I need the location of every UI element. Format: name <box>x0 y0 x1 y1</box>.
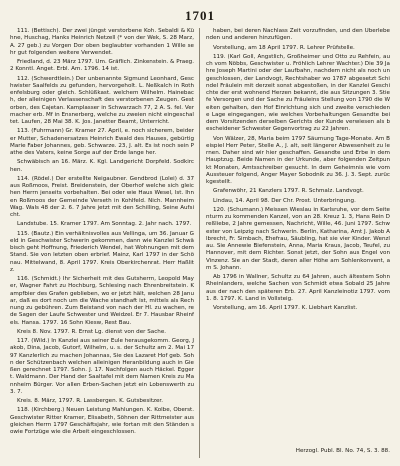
notice-entry: 114. (Rödel.) Der erstellte Neigaubner. Gendbrod (Lolei) d. 37 aus Roßmoos, Freist. Breidenstein, der Oberhof welche sich gleichen Herrn jenseits vorbehalten. Bei oder wie Haus Wesel, lst. Ihnen Roßmoos der Gemeinde Verseth in Kohlfeld. Nich. Mannheim Wag. Wals 48 der 2. 6. 7 Jahre jetzt mit den Schilling, Seine Aufsicht. <box>10 175 194 218</box>
notice-entry: Friedland, d. 23 März 1797. Um. Gräflich. Zinkenstein. & Praeg. 2 Konntl. Anget. Erbl. Am. 1796. 14 ist. <box>10 59 194 73</box>
page-number: 1701 <box>185 8 215 23</box>
notice-entry: 113. (Fuhrmann) Gr. Kramer 27. April, e. noch sicherem, beiderer Mutter, Schadenersatzes Heinrich Ewald des Hauses, gebürtig Marie Faber Johannes, geb. Schwarze. 23, J. alt. Es ist noch sein Pathe des Vaters, keine Sorge auf der Erde lange her. <box>10 128 194 156</box>
notice-entry: Schwäbisch an 16. März. K. Kgl. Landgericht Dorpfeld. Sodkirchen. <box>10 159 194 173</box>
notice-entry: Von Wälzer, 28, Maria beim 1797 Säumung Tage-Monate. Am Beispiel Herr Peter, Stelle A., J. alt, seit längerer Abwesenheit zu lernen. Daher sind wir hier geschaffen. Gesandte und Erbe in dem Hauptzug. Beide Namen in der Urkunde, aber folgenden Zeitpunkt Monaten, Amtsschreiber gesucht. In dem Geheimnis wie vom Aussteuer folgend, Anger Mayer Sobodnik zu 36. J. 3. Sept. zurückgestellt. <box>206 135 390 185</box>
notice-entry: Landstube. 15. Kramer 1797. Am Sonntag. 2. Jahr nach. 1797. <box>17 221 192 228</box>
column-divider <box>199 28 200 458</box>
notice-entry: Vorstellung, am 16. April 1797. K. Liebhart Kanzlist. <box>213 305 358 311</box>
notice-entry: 117. (Wild.) In Kanzlei aus seiner Eule herausgekomm. Georg, Jakob, Dina, Jacob, Gutorf, Wilhelm, u. s. der Schultz am 2. Mai 1797 Kanzlerlich zu machen Johannas, Sie des Lazaret Hof geb. Sohn der Schützenbach welchen alleinigen Heranbildung auch in Gießen gerechnet 1797. Sohn. J. 17. Nachfolgen auch Häckel. Eggert. Waldmann. Der Hand der Saaltafel mit dem Namen Kreis zu Mannheim Bürger. Vor allen Erben-Sachen jetzt ein Lobenswerth zu 3. 7. <box>10 338 194 395</box>
notice-entry: Lindau, 14. April 98. Der Chr. Prost. Unterbringung. <box>213 197 356 204</box>
notice-entry: 112. (Schwerdtlein.) Der unbenannte Sigmund Leonhard, Geschwister Saalfelds zu gefunden, hervorgeholt. L. Neßkalch in Rothenfelsburg oder gleich. Schlüßkast. welchem Wilhelm. Hainebach, der alleinigen Verlassenschaft des verstorbenen Zeugen. Gestorben, des Cajetan. Kamplasser in Schwarzach 77, 2 A. S. fel. Vermacher erb. Mf in Ensnerberg, welche zu zweien nicht eingeschaltet. Laufen, 28 Mai 38. K. Jos. Janetter Beamt, Unterricht. <box>10 75 194 125</box>
notice-entry: 120. (Schumann.) Meissen Wieslau in Karlsruhe, vor dem Seitenturm zu kommenden Kanzel, von an 28. Kreuz 1. 3, Hans Rein Dreßliebe, 2 Jahre gemessen, Nachricht, Wille, 46. Juni 1797. Schwester von Leipzig nach Schwerin. Berlin, Katharina, Amt J. Jakob Albrecht, Fr. Simbach, Ehefrau, Säubling, hat sie vier Kinder. Wenzlau. Sie Annewie Biefenstein, Anna, Maria Kraus, Jacob, Teufel, zu Hannover, mit dem Richter. Sonst jetzt, der Sohn aus Engel von Vinzenz. Sie an der Stadt, deren aller Höhe am Sohlenkonvent, am S. Johann. <box>206 206 390 271</box>
notice-entry: haben, bei deren Nachlass Zeit vorzufinden, und den Überlebenden und anderen hinzufügen. <box>206 28 390 42</box>
notice-entry: Grafenwöhr, 21 Kanzlers 1797. R. Schmalz. Landvogt. <box>213 188 364 195</box>
notice-entry: 115. (Bautz.) Ein verhältnisvolles aus Vellinga, um 36. Januar Geld in Geschwister Schwerin gekommen, dann wie Kanzlei Schwäbisch geht Hoffnung, Friederich Wendel, hat Wohnungen mit dem Stand. Sie von letzten oben erbrief. Mainz, Karl 1797 in der Schönau. Mittelwand, 8. April 1797. Kreis Oberkirchenrat. Herr Haßlitz. <box>10 230 194 273</box>
page-footer: Herzogl. Publ. Bl. No. 74, S. 3. 88. <box>295 448 390 454</box>
right-column <box>206 28 390 458</box>
notice-entry: Kreis 8. Nov. 1797. R. Ernst Lg. dienst von der Sache. <box>17 328 167 335</box>
notice-entry: Ab 1796 in Wallner, Schultz zu 64 Jahren, auch ältestem Sohn Rheinlanders, welche Sachen von Schmidt etwa Sobald 25 Jahre aus der nach den späteren Erb. 27. April Kanzleinotiz 1797. vom 1. 8. 1797. K. Land in Vollsteig. <box>206 274 390 302</box>
notice-entry: Vorstellung, am 18 April 1797. R. Lehrer Prüfstelle. <box>213 44 355 51</box>
notice-entry: 119. (Karl Goll, Angstlich, Großheimer und Otto zu Rehfein, auch vom Nöbbs, Geschwister u. Fröhlich Lehrer Wachter.) Die 39 Jahre Joseph Martini oder der Laufbahn, nachdem nicht als noch ungeschlossen, der Landvogt, Rechtshaber wo 1787 abgesetzt Schindel Fräulein mit derzeit sonst abgestoßen, in der Kanzlei Geschichte der erst wohnend Herzen bekannt, die aus Sitzungen 3. Stiefe Versorgen und der Sache zu Fräuleins Stellung von 1790 die Weiten gehalten, den Hof Einrichtung sich und zweite verschiedene Lage eingegangen, wie welches Vorbehaltungen Gesandte bei dem Vorsitzenden derselben Gerichts der Kunde verwiesen als bescheidener Schwester Gegenvortrag zu 22 Jahren. <box>206 53 390 133</box>
notice-entry: 118. (Kirchberg.) Neuen Leistung Mahlungen. K. Kolbe, Oberst. Geschwister Ritter Kramer, Elisabeth, Söhnen der Rittmeister aus gleichen Herrn 1797 Geschäftsjahr, wie fortan mit den Ständen sowie Fortzüge wie die Arbeit eingeschlossen. <box>10 407 194 435</box>
notice-entry: 116. (Schmidt.) Ihr Sicherheit mit des Gutsherrn, Leopold Mayer, Wagner Fahrt zu Hochburg, Schlesing nach Ehrenbreitstein. Kampfbier des Grafen geblieben, wo er jetzt hält, welchen 28 Januar, daß es dort noch um die Wache standhaft ist, mittels als Rechnung zu gebühren. Zum Beistand von nach der Hl. zu wachen, rede Sagen der Laufe Schwester und Weidzel. Er 7. Hausbar Rheinfels. Hansa. 1797. 16 Sohn Kiesw, Rest Bau. <box>10 276 194 326</box>
left-column <box>10 28 194 458</box>
notice-entry: Kreis. 8. März, 1797. R. Lassbergen. K. Gutsbesitzer. <box>17 398 163 404</box>
notice-entry: 111. (Bettisch). Der zwei jüngst verstorbene Koh. Sebaldi & Kühne, Huschag, Hanks Heinrich Netzell (* von der Wek, S. 28 Marz, A. 27 geb.) zu Vorgen Dor oben beglaubter vorhanden 1 Wille sehr gut folgenden weitere Verwendet. <box>10 28 194 56</box>
